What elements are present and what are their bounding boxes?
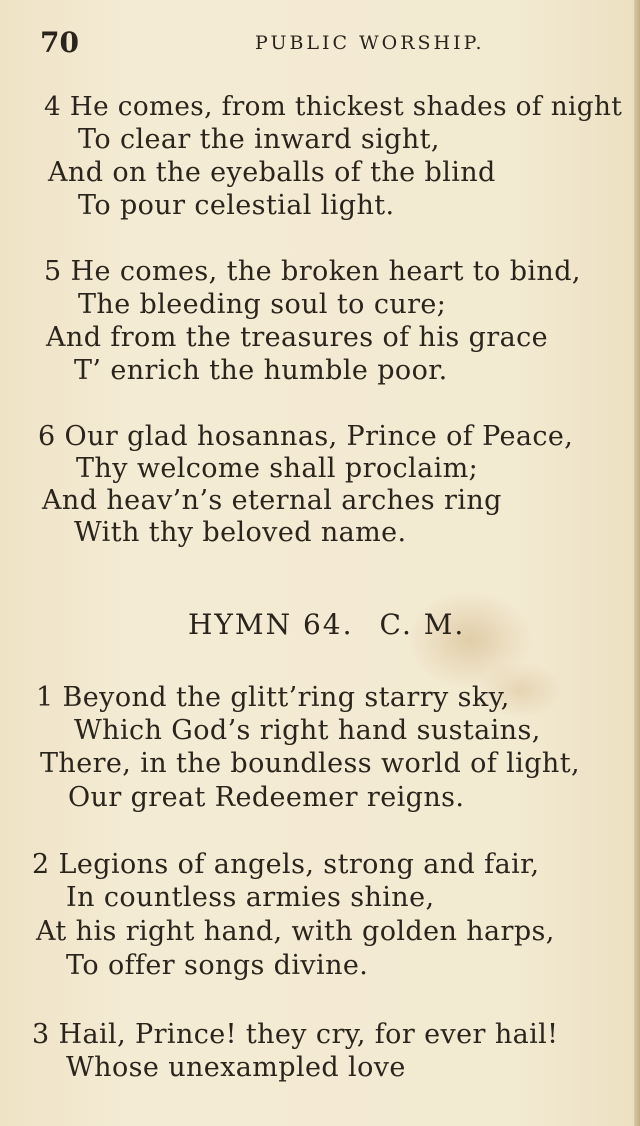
verse-line: To offer songs divine. (66, 950, 369, 981)
hymn-number: HYMN 64. (188, 608, 354, 641)
verse-line: With thy beloved name. (74, 517, 407, 548)
verse-line: Thy welcome shall proclaim; (76, 453, 479, 484)
verse-line: In countless armies shine, (66, 882, 435, 913)
verse-line: 3 Hail, Prince! they cry, for ever hail! (32, 1019, 559, 1050)
verse-line: 4 He comes, from thickest shades of night (44, 92, 623, 122)
verse-line: And from the treasures of his grace (46, 322, 548, 353)
verse-line: Our great Redeemer reigns. (68, 782, 465, 813)
verse-line: Which God’s right hand sustains, (74, 715, 541, 746)
verse-line: The bleeding soul to cure; (78, 289, 447, 320)
verse-line: 1 Beyond the glitt’ring starry sky, (36, 682, 510, 713)
page-edge (634, 0, 640, 1126)
verse-line: T’ enrich the humble poor. (74, 355, 448, 386)
verse-line: To clear the inward sight, (78, 124, 440, 155)
verse-line: 5 He comes, the broken heart to bind, (44, 256, 581, 287)
page-header (40, 22, 600, 62)
page-number: 70 (40, 26, 79, 59)
verse-line: At his right hand, with golden harps, (36, 916, 555, 947)
hymn-meter: C. M. (379, 608, 466, 641)
verse-line: 2 Legions of angels, strong and fair, (32, 849, 540, 880)
verse-line: There, in the boundless world of light, (40, 748, 580, 779)
hymn-title (188, 608, 491, 641)
verse-line: Whose unexampled love (66, 1052, 406, 1083)
verse-line: 6 Our glad hosannas, Prince of Peace, (38, 421, 574, 452)
verse-line: And heav’n’s eternal arches ring (42, 485, 502, 516)
verse-line: And on the eyeballs of the blind (48, 157, 496, 188)
running-head: PUBLIC WORSHIP. (255, 32, 485, 54)
verse-line: To pour celestial light. (78, 190, 395, 221)
